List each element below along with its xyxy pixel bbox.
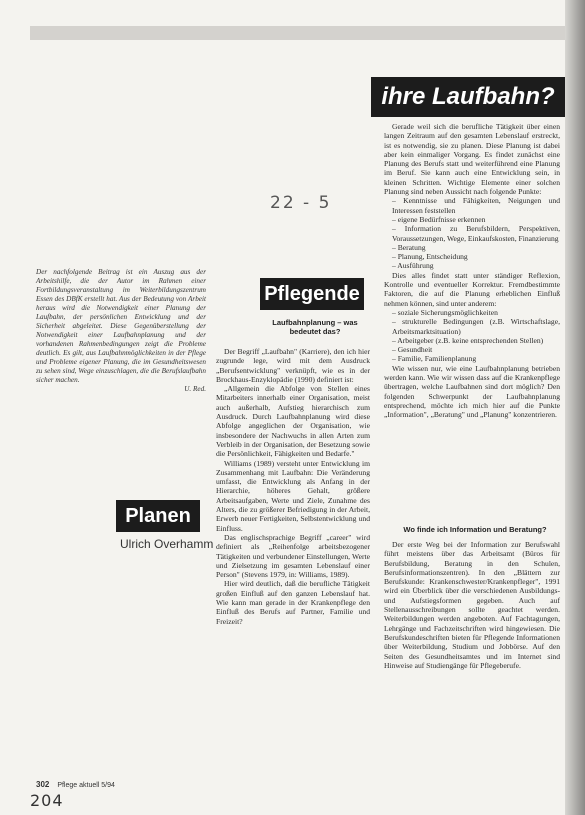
paragraph: Hier wird deutlich, daß die berufliche Tätigkeit großen Einfluß auf den ganzen Lebenslauf hat. Wie kann man gerade in der Krankenpflege den Einfluß des Berufs auf Partner, Familie und Freizeit? xyxy=(216,579,370,626)
list-item: – strukturelle Bedingungen (z.B. Wirtschaftslage, Arbeitsmarktsituation) xyxy=(392,317,560,336)
list-item: – Arbeitgeber (z.B. keine entsprechenden Stellen) xyxy=(392,335,544,345)
section-title-pflegende: Pflegende xyxy=(260,278,364,310)
list-item: – soziale Sicherungsmöglichkeiten xyxy=(392,307,498,317)
page-edge-shadow xyxy=(565,0,585,815)
intro-text xyxy=(36,268,206,394)
paragraph: Gerade weil sich die berufliche Tätigkeit über einen langen Zeitraum auf den gesamten Lebenslauf erstreckt, ist es notwendig, sie zu planen. Diese Planung ist dabei aber kein einmaliger Vorgang. Es findet zunächst eine Planung des Berufs statt und weiterführend eine Planung im Beruf. Sie kann auch eine Entwicklung sein, in kleinen Schritten. Wichtige Elemente einer solchen Planung sind neben Aussicht nach folgende Punkte: xyxy=(384,122,560,197)
paragraph: „Allgemein die Abfolge von Stellen eines Mitarbeiters innerhalb einer Organisation, meist auch außerhalb, Aufstieg hierarchisch zum Ausdruck. Durch Laufbahnplanung wird diese Abfolge angeglichen der Organisation, wie insbesondere der Nachwuchs in allen Arten zum Verbleib in der Organisation, der Besetzung sowie die Persönlichkeit, Fähigkeiten und Bedarfe." xyxy=(216,384,370,459)
intro-body: Der nachfolgende Beitrag ist ein Auszug aus der Arbeitshilfe, die der Autor im Rahmen einer Fortbildungsveranstaltung im Weiterbildungszentrum Essen des DBfK erstellt hat. Aus der Bedeutung von Arbeit heraus wird die Notwendigkeit einer Planung der Laufbahn, der persönlichen Entwicklung und der Sicherheit abgeleitet. Diese Gegenüberstellung der Notwendigkeit einer Laufbahnplanung und der vorhandenen Rahmenbedingungen zeigt die Probleme deutlich. Es gilt, aus Laufbahnmöglichkeiten in der Pflege und Probleme eigener Planung, die im Gesundheitswesen zu sehen sind, Wege einzuschlagen, die die Berufslaufbahn sicher machen. xyxy=(36,268,206,384)
article-title: ihre Laufbahn? xyxy=(371,77,565,117)
column-left xyxy=(216,347,370,626)
journal-name: Pflege aktuell 5/94 xyxy=(57,782,115,789)
paragraph: Das englischsprachige Begriff „career" wird definiert als „Reihenfolge arbeitsbezogener Tätigkeiten und verbundener Einstellungen, Werte und Zielsetzung im gesamten Lebenslauf einer Person" (Stevens 1979, in: Williams, 1989). xyxy=(216,532,370,580)
handwritten-page: 204 xyxy=(30,791,64,810)
subhead-laufbahnplanung: Laufbahnplanung – was bedeutet das? xyxy=(272,318,358,336)
column-right-lower xyxy=(384,540,560,670)
list-item: – Gesundheit xyxy=(392,345,433,355)
list-item: – eigene Bedürfnisse erkennen xyxy=(392,214,486,224)
paragraph: Der erste Weg bei der Information zur Berufswahl führt meistens über das Arbeitsamt (Büros für Berufsbildung, Beratung in den Schulen, Berufsinformationszentren). In den „Blättern zur Berufskunde: Krankenschwester/Krankenpfleger", 1991 wird ein Überblick über die verschiedenen Ausbildungs- und Aufstiegsformen gegeben. Auch auf Stellenausschreibungen sollte geachtet werden. Weiterbildungen werden angeboten. Auf Fachtagungen, Lehrgänge und Fachzeitschriften wird hingewiesen. Die Berufskundeschriften bieten für Pflegende Informationen über Weiterbildung, Studium und Jobbörse. Auf den Seiten des Gesundheitsamtes und im Internet sind Hinweise auf Studiengänge für Pflegeberufe. xyxy=(384,540,560,670)
top-band xyxy=(30,26,570,40)
subhead-information: Wo finde ich Information und Beratung? xyxy=(403,525,547,534)
list-item: – Information zu Berufsbildern, Perspektiven, Voraussetzungen, Wege, Einkaufskosten, Finanzierung xyxy=(392,224,560,243)
list-item: – Familie, Familienplanung xyxy=(392,354,477,364)
list-item: – Kenntnisse und Fähigkeiten, Neigungen und Interessen feststellen xyxy=(392,196,560,215)
page-number: 302 xyxy=(36,780,50,789)
page-footer xyxy=(36,780,115,789)
author-name: Ulrich Overhamm xyxy=(120,537,214,551)
list-item: – Beratung xyxy=(392,242,426,252)
column-right xyxy=(384,122,560,420)
section-title-planen: Planen xyxy=(116,500,200,532)
list-item: – Ausführung xyxy=(392,261,434,271)
paragraph: Der Begriff „Laufbahn" (Karriere), den ich hier zugrunde lege, wird mit dem Ausdruck „Berufsentwicklung" verknüpft, wie es in der Brockhaus-Enzyklopädie (1990) definiert ist: xyxy=(216,347,370,384)
list-item: – Planung, Entscheidung xyxy=(392,252,468,262)
intro-signature: U. Red. xyxy=(184,385,206,393)
handwritten-number: 22 - 5 xyxy=(270,193,332,213)
paragraph: Dies alles findet statt unter ständiger Reflexion, Kontrolle und eventueller Korrektur. Fremdbestimmte Faktoren, die auf die Planung erheblichen Einfluß nehmen können, sind unter anderem: xyxy=(384,270,560,308)
paragraph: Wie wissen nur, wie eine Laufbahnplanung betrieben werden kann. Wie wir wissen dass auf die Krankenpflege übertragen, welche Laufbahnen sind dort möglich? Den folgenden Schwerpunkt der Laufbahnplanung entsprechend, möchte ich mich hier auf die Punkte „Information", „Beratung" und „Planung" konzentrieren. xyxy=(384,363,560,420)
paragraph: Williams (1989) versteht unter Entwicklung im Zusammenhang mit Laufbahn: Die Veränderung umfasst, die Entwicklung als Anfang in der Hierarchie, höheres Gehalt, größere Arbeitsaufgaben, Werte und Ziele, Zunahme des Alters, die zu größerer Befriedigung in der Arbeit, Erwerb neuer Fertigkeiten, Selbstentwicklung und Einfluss. xyxy=(216,458,370,533)
